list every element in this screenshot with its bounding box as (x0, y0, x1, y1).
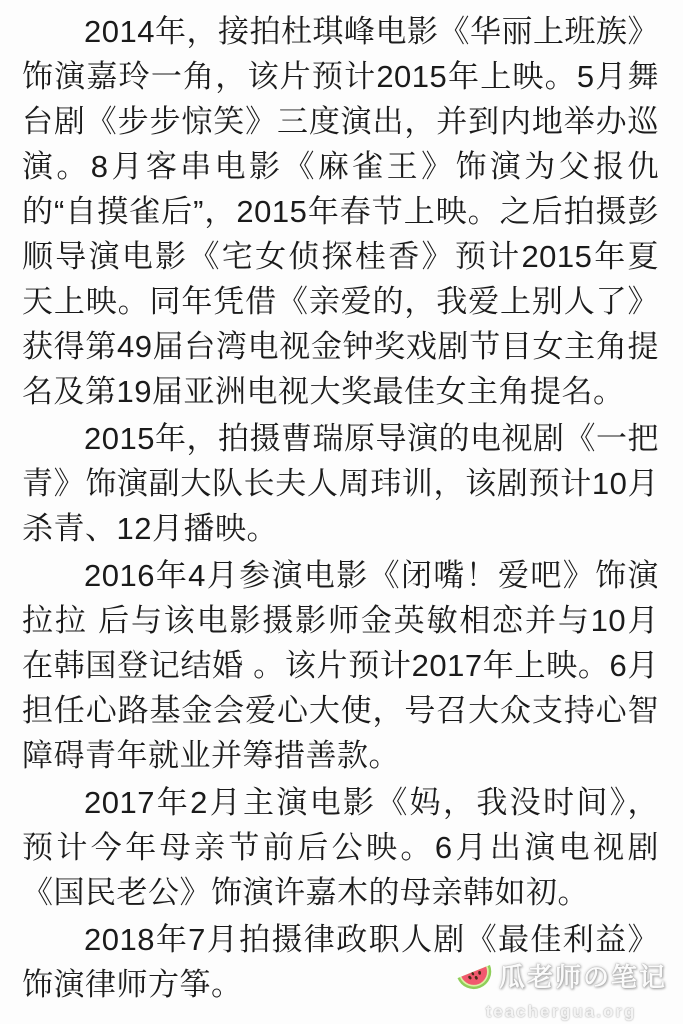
paragraph-2017: 2017年2月主演电影《妈，我没时间》，预计今年母亲节前后公映。6月出演电视剧《国民老公》饰演许嘉木的母亲韩如初。 (22, 785, 659, 910)
watermark-title: 瓜老师の笔记 (498, 962, 667, 992)
paragraph-2014: 2014年，接拍杜琪峰电影《华丽上班族》饰演嘉玲一角，该片预计2015年上映。5月舞台剧《步步惊笑》三度演出，并到内地举办巡演。8月客串电影《麻雀王》饰演为父报仇的“自摸雀后”，2015年春节上映。之后拍摄彭顺导演电影《宅女侦探桂香》预计2015年夏天上映。同年凭借《亲爱的，我爱上别人了》获得第49届台湾电视金钟奖戏剧节目女主角提名及第19届亚洲电视大奖最佳女主角提名。 (22, 14, 659, 409)
paragraph-2015: 2015年，拍摄曹瑞原导演的电视剧《一把青》饰演副大队长夫人周玮训，该剧预计10月杀青、12月播映。 (22, 421, 659, 546)
watermark-url: teachergua.org (485, 1002, 637, 1021)
paragraph-2016: 2016年4月参演电影《闭嘴！爱吧》饰演拉拉 后与该电影摄影师金英敏相恋并与10月在韩国登记结婚 。该片预计2017年上映。6月担任心路基金会爱心大使，号召大众支持心智障碍青年就业并筹措善款。 (22, 558, 659, 773)
paragraph-2018: 2018年7月拍摄律政职人剧《最佳利益》饰演律师方筝。 (22, 922, 659, 1002)
